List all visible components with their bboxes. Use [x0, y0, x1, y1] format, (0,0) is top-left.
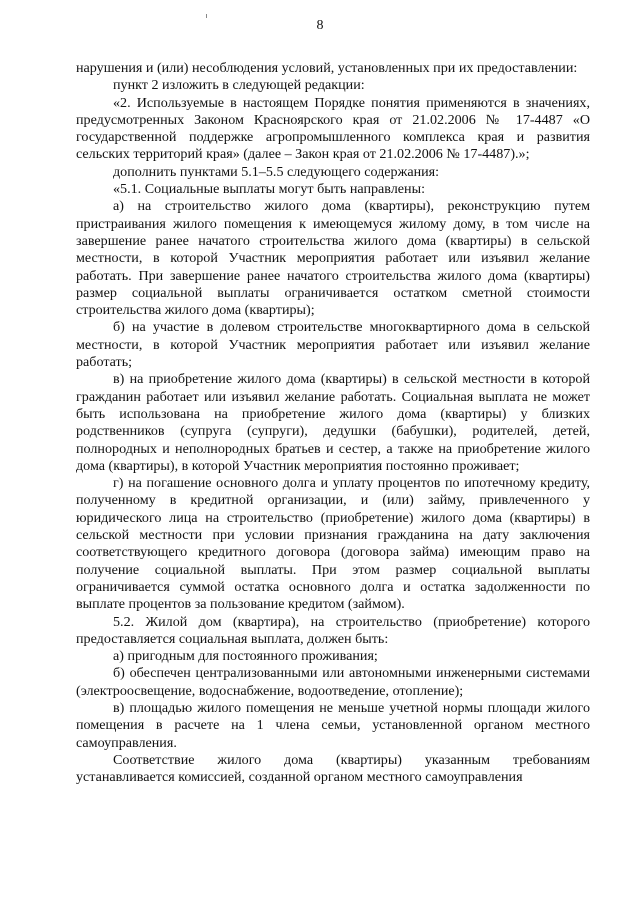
paragraph-point-2-text: «2. Используемые в настоящем Порядке понятия применяются в значениях, предусмотренных Законом Красноярского края от 21.02.2006 № 17-4487 «О государственной поддержке агропромышленного комплекса края и развития сельских территорий края» (далее – Закон края от 21.02.2006 № 17-4487).»;	[76, 94, 590, 163]
paragraph-5-1-b: б) на участие в долевом строительстве многоквартирного дома в сельской местности, в которой Участник мероприятия работает или изъявил желание работать;	[76, 319, 590, 371]
document-body	[76, 60, 590, 786]
paragraph-violation-continuation: нарушения и (или) несоблюдения условий, установленных при их предоставлении:	[76, 60, 578, 76]
paragraph-5-1-a: а) на строительство жилого дома (квартиры), реконструкцию путем пристраивания жилого помещения к имеющемуся жилому дому, в том числе на завершение ранее начатого строительства жилого дома (квартиры) в сельской местности, в которой Участник мероприятия работает или изъявил желание работать. При завершение ранее начатого строительства жилого дома (квартиры) размер социальной выплаты ограничивается остатком сметной стоимости строительства жилого дома (квартиры);	[76, 198, 590, 319]
paragraph-compliance: Соответствие жилого дома (квартиры) указанным требованиям устанавливается комиссией, созданной органом местного самоуправления	[76, 751, 590, 786]
paragraph-point-2-intro: пункт 2 изложить в следующей редакции:	[113, 77, 365, 94]
paragraph-5-1-v: в) на приобретение жилого дома (квартиры) в сельской местности в которой гражданин работает или изъявил желание работать. Социальная выплата не может быть использована на приобретение жилого дома (квартиры) у близких родственников (супруга (супруги), дедушки (бабушки), родителей, детей, полнородных и неполнородных братьев и сестер, а также на приобретение жилого дома (квартиры), в которой Участник мероприятия постоянно проживает;	[76, 371, 590, 474]
paragraph-5-1-g: г) на погашение основного долга и уплату процентов по ипотечному кредиту, полученному в кредитной организации, и (или) займу, привлеченного у юридического лица на строительство (приобретение) жилого дома (квартиры) в сельской местности при условии признания гражданина на дату заключения соответствующего кредитного договора (договора займа) имеющим право на получение социальной выплаты. При этом размер социальной выплаты ограничивается суммой остатка основного долга и остатка задолженности по выплате процентов за пользование кредитом (займом).	[76, 475, 590, 613]
paragraph-5-2-v: в) площадью жилого помещения не меньше учетной нормы площади жилого помещения в расчете на 1 члена семьи, установленной органом местного самоуправления.	[76, 699, 590, 751]
page-number: 8	[316, 18, 324, 33]
paragraph-add-points-intro: дополнить пунктами 5.1–5.5 следующего содержания:	[113, 163, 440, 180]
paragraph-5-1: «5.1. Социальные выплаты могут быть направлены:	[113, 181, 425, 198]
paragraph-5-2-a: а) пригодным для постоянного проживания;	[113, 648, 378, 665]
paragraph-5-2-b: б) обеспечен централизованными или автономными инженерными системами (электроосвещение, водоснабжение, водоотведение, отопление);	[76, 665, 590, 699]
paragraph-5-2: 5.2. Жилой дом (квартира), на строительство (приобретение) которого предоставляется социальная выплата, должен быть:	[76, 613, 590, 647]
